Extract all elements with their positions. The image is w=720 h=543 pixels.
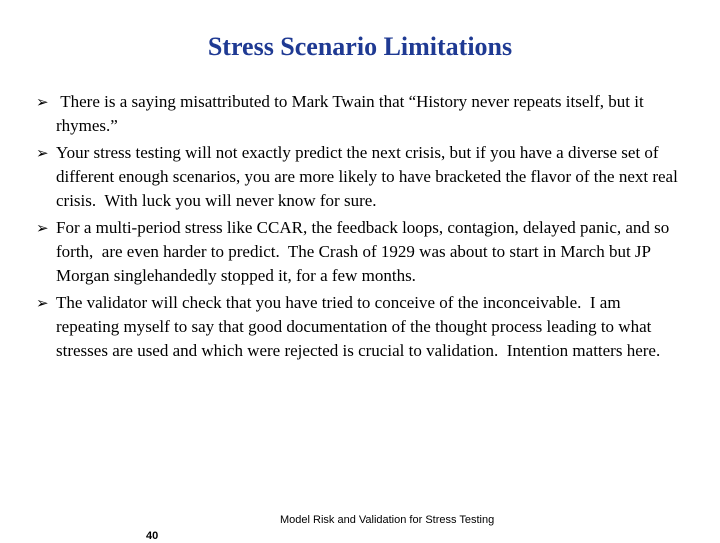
arrow-bullet-icon: ➢: [36, 144, 49, 162]
arrow-bullet-icon: ➢: [36, 294, 49, 312]
bullet-item: [36, 291, 686, 363]
bullet-item: [36, 90, 686, 138]
bullet-item: [36, 216, 686, 288]
bullet-text: There is a saying misattributed to Mark Twain that “History never repeats itself, but it rhymes.”: [56, 92, 648, 135]
page-number: 40: [146, 530, 159, 542]
slide-title: Stress Scenario Limitations: [207, 32, 513, 61]
bullet-list: [36, 90, 686, 366]
arrow-bullet-icon: ➢: [36, 219, 49, 237]
bullet-text: For a multi-period stress like CCAR, the feedback loops, contagion, delayed panic, and so forth, are even harder to predict. The Crash of 1929 was about to start in March but JP Morgan singlehandedly stopped it, for a few months.: [56, 218, 674, 285]
bullet-text: The validator will check that you have tried to conceive of the inconceivable. I am repeating myself to say that good documentation of the thought process leading to what stresses are used and which were rejected is crucial to validation. Intention matters here.: [56, 293, 661, 360]
arrow-bullet-icon: ➢: [36, 93, 49, 111]
bullet-text: Your stress testing will not exactly predict the next crisis, but if you have a diverse set of different enough scenarios, you are more likely to have bracketed the flavor of the next real crisis. With luck you will never know for sure.: [56, 143, 683, 210]
footer-text: Model Risk and Validation for Stress Testing: [280, 514, 495, 526]
bullet-item: [36, 141, 686, 213]
